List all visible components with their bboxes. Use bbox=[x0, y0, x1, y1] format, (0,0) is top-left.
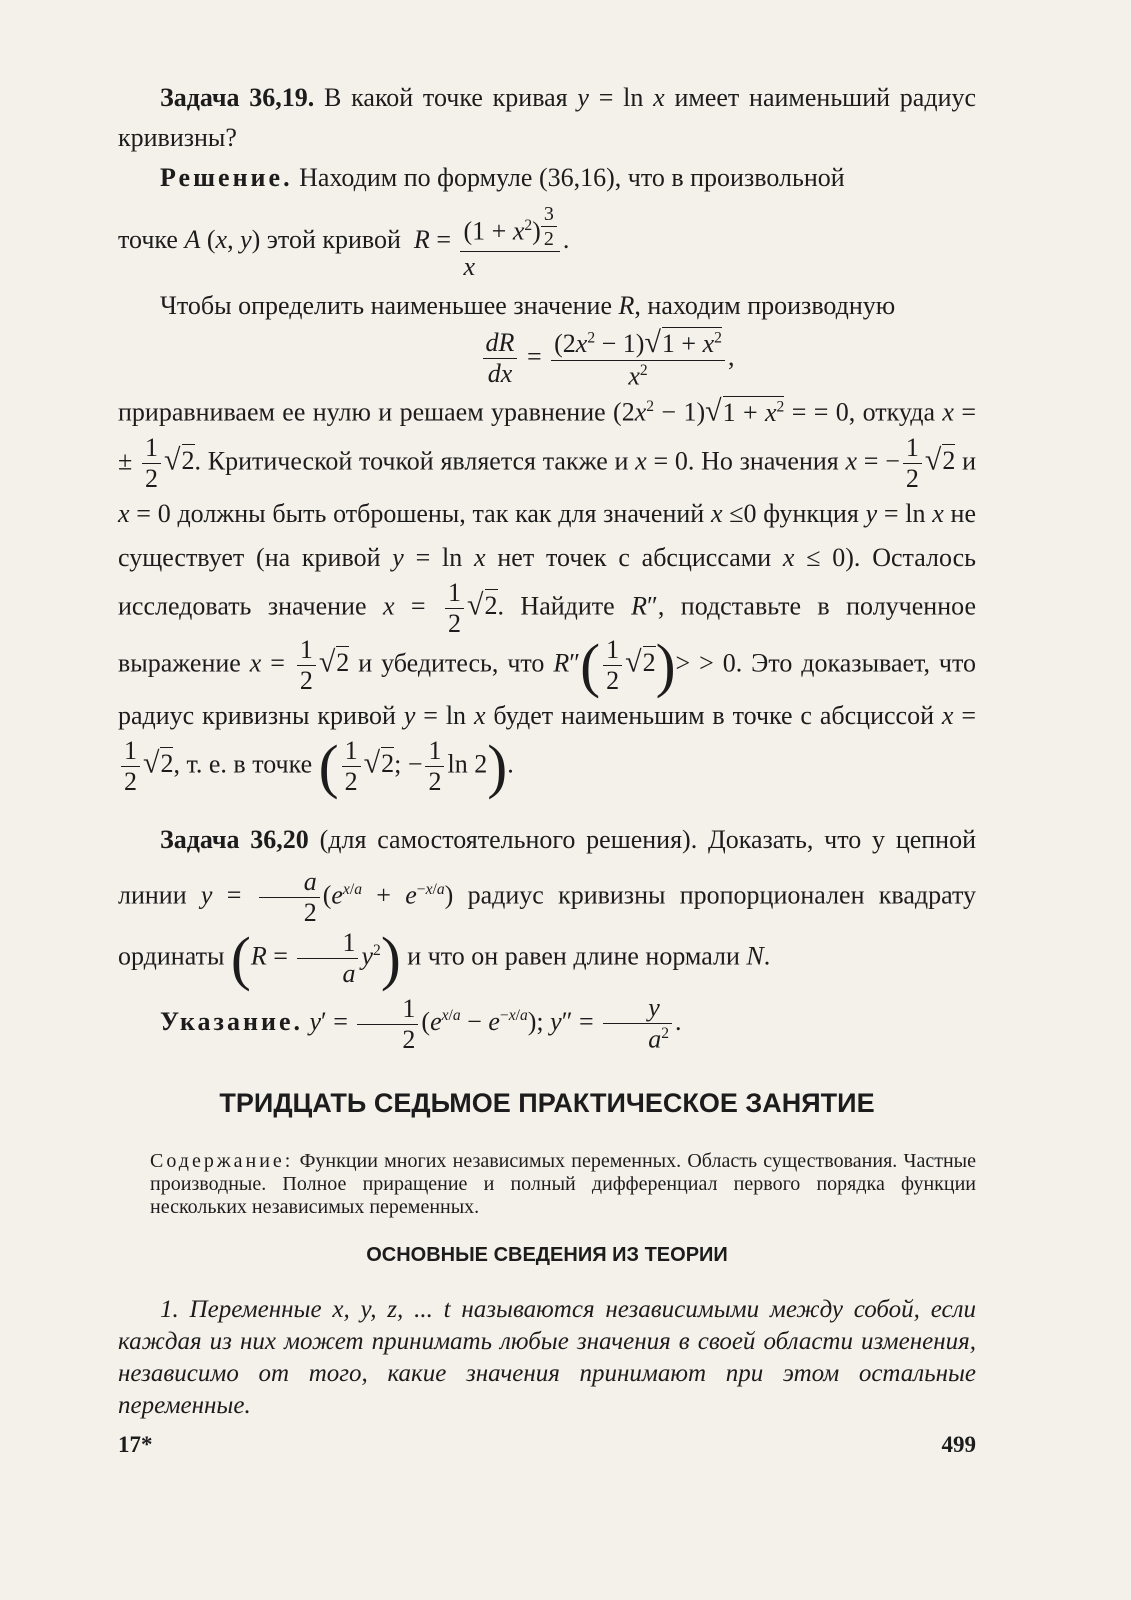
contents-label: Содержание: bbox=[150, 1150, 294, 1172]
hint-label: Указание. bbox=[160, 1007, 303, 1037]
problem-20: Задача 36,20 (для самостоятельного решения). Доказать, что у цепной линии y = $\frac{a}{2}$ $(e^{x/a} + e^{-x/a})$ радиус кривизны пропорционален квадрату ординаты (R = $\frac{1}{a}$ $y^2$) и что он равен длине нормали N. Указание. y′ = $\frac{1}{2}$ $(e^{x/a} - e^{-x/a})$; y″ = $\frac{y}{a^2}$ . bbox=[118, 825, 977, 1055]
solution-label: Решение. bbox=[160, 163, 293, 192]
section-title: ТРИДЦАТЬ СЕДЬМОЕ ПРАКТИЧЕСКОЕ ЗАНЯТИЕ bbox=[219, 1088, 875, 1118]
derivative-formula: $\frac{dR}{dx}$ = $\frac{(2x^2 - 1)√1 + x^2}{x^2}$ , bbox=[118, 328, 976, 390]
contents-text: Функции многих независимых переменных. Область существования. Частные производные. Полное приращение и полный дифференциал первого порядка функции нескольких независимых переменных. bbox=[150, 1150, 976, 1218]
problem-20-label: Задача 36,20 bbox=[160, 825, 309, 854]
problem-19-label: Задача 36,19. bbox=[160, 83, 315, 112]
theory-item-1: 1. Переменные x, y, z, ... t называются независимыми между собой, если каждая из них может принимать любые значения в своей области изменения, независимо от того, какие значения принимают при этом остальные переменные. bbox=[118, 1296, 976, 1419]
problem-19: Задача 36,19. В какой точке кривая y = ln x имеет наименьший радиус кривизны? Решение. Находим по формуле (36,16), что в произвольной точке A (x, y) этой кривой R = $(1 + x^2)$ $^{\frac{3}{2}}$ x . Чтобы определить наименьшее значение R, находим производную $\frac{dR}{dx}$ = $\frac{(2x^2 - 1)√1 + x^2}{x^2}$ , bbox=[118, 83, 977, 391]
page-number: 499 bbox=[941, 1432, 976, 1457]
solution-body: приравниваем ее нулю и решаем уравнение $(2x^2 - 1)√1 + x^2$ = = 0, откуда x = ± $\frac{1}{2}$ √2. Критической точкой является также и x = 0. Но значения x = − $\frac{1}{2}$ √2 и x = 0 должны быть отброшены, так как для значений x ≤0 функция y = ln x не существует (на кривой y = ln x нет точек с абсциссами x ≤ 0). Осталось исследовать значение x = $\frac{1}{2}$ √2. Найдите R″, подставьте в полученное выражение x = $\frac{1}{2}$ √2 и убедитесь, что R″( $\frac{1}{2}$ √2)> > 0. Это доказывает, что радиус кривизны кривой y = ln x будет наименьшим в точке с абсциссой x = $\frac{1}{2}$ √2, т. е. в точке ( $\frac{1}{2}$ √2; − $\frac{1}{2}$ ln 2). bbox=[118, 394, 977, 800]
theory-title: ОСНОВНЫЕ СВЕДЕНИЯ ИЗ ТЕОРИИ bbox=[366, 1244, 728, 1266]
footer-signature: 17* bbox=[118, 1432, 153, 1457]
radius-formula: $(1 + x^2)$ $^{\frac{3}{2}}$ x bbox=[460, 204, 559, 280]
contents-block bbox=[150, 1150, 976, 1219]
